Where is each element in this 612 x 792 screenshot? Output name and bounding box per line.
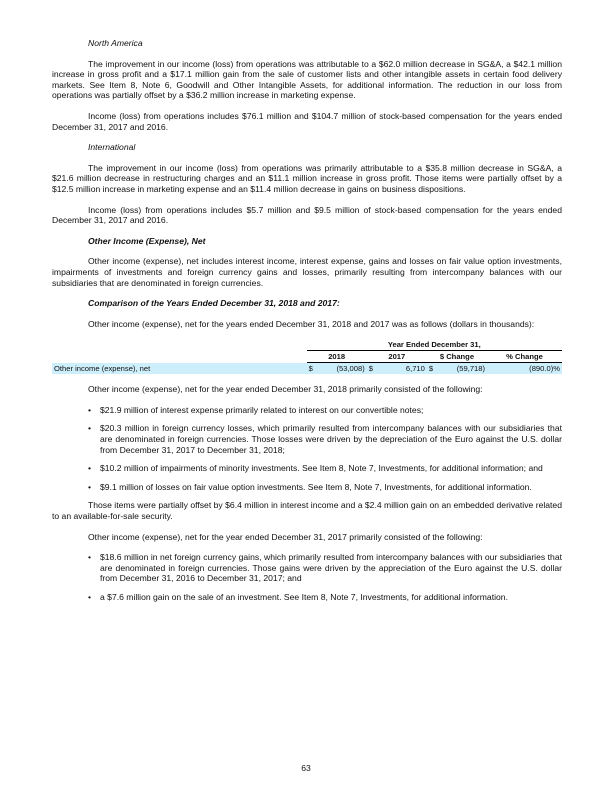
- value-change: (59,718): [435, 363, 487, 375]
- currency-symbol: $: [368, 364, 373, 374]
- table-col-2018: 2018: [307, 351, 367, 363]
- list-item: • $20.3 million in foreign currency losses, which primarily resulted from intercompany balances with our subsidiaries that are denominated in foreign currencies. Those losses were driven by the depreciation of the Euro against the U.S. dollar from December 31, 2017 to December 31, 2018;: [88, 423, 562, 455]
- paragraph-2018-intro: Other income (expense), net for the year ended December 31, 2018 primarily consisted of the following:: [88, 384, 483, 395]
- table-col-change: $ Change: [427, 351, 487, 363]
- bullet-icon: •: [88, 423, 92, 434]
- bullet-icon: •: [88, 552, 92, 563]
- table-row: [52, 363, 562, 375]
- list-item: • $9.1 million of losses on fair value option investments. See Item 8, Note 7, Investments, for additional information.: [88, 481, 532, 492]
- bullet-icon: •: [88, 481, 92, 492]
- heading-other-income: Other Income (Expense), Net: [88, 235, 206, 246]
- paragraph-other-income-definition: Other income (expense), net includes interest income, interest expense, gains and losses on fair value option investments, impairments of investments and foreign currency gains and losses, primarily resulting from intercompany balances with our subsidiaries that are denominated in foreign currencies.: [52, 256, 562, 288]
- table-col-pct: % Change: [487, 351, 562, 363]
- paragraph-2017-intro: Other income (expense), net for the year ended December 31, 2017 primarily consisted of the following:: [88, 531, 483, 542]
- paragraph-intl-stock-comp: Income (loss) from operations includes $5.7 million and $9.5 million of stock-based compensation for the years ended December 31, 2017 and 2016.: [52, 204, 562, 226]
- value-2018: (53,008): [315, 363, 367, 375]
- value-pct-change: (890.0)%: [487, 363, 562, 375]
- table-group-header: Year Ended December 31,: [307, 339, 562, 351]
- document-body: [52, 38, 562, 611]
- bullet-list-2017: [52, 552, 562, 602]
- other-income-table: [52, 339, 562, 374]
- heading-north-america: North America: [88, 38, 143, 48]
- paragraph-offset: Those items were partially offset by $6.4 million in interest income and a $2.4 million gain on an embedded derivative related to an available-for-sale security.: [52, 500, 562, 522]
- row-label: Other income (expense), net: [52, 363, 307, 375]
- currency-symbol: $: [308, 364, 313, 374]
- bullet-list-2018: [52, 405, 562, 493]
- list-item: • a $7.6 million gain on the sale of an investment. See Item 8, Note 7, Investments, for additional information.: [88, 592, 508, 602]
- page-number: 63: [301, 763, 311, 773]
- paragraph-comparison-intro: Other income (expense), net for the years ended December 31, 2018 and 2017 was as follows (dollars in thousands):: [88, 318, 535, 329]
- table-col-2017: 2017: [367, 351, 427, 363]
- paragraph-na-income: The improvement in our income (loss) from operations was attributable to a $62.0 million decrease in SG&A, a $42.1 million increase in gross profit and a $17.1 million gain from the sale of customer lists and other intangible assets in certain food delivery markets. See Item 8, Note 6, Goodwill and Other Intangible Assets, for additional information. The reduction in our loss from operations was partially offset by a $36.2 million increase in marketing expense.: [52, 58, 562, 101]
- bullet-icon: •: [88, 592, 92, 602]
- currency-symbol: $: [428, 364, 434, 374]
- list-item: • $18.6 million in net foreign currency gains, which primarily resulted from intercompany balances with our subsidiaries that are denominated in foreign currencies. Those gains were driven by the appreciation of the Euro against the U.S. dollar from December 31, 2016 to December 31, 2017; and: [88, 552, 562, 584]
- bullet-icon: •: [88, 404, 92, 415]
- list-item: • $10.2 million of impairments of minority investments. See Item 8, Note 7, Investments, for additional information; and: [88, 463, 543, 474]
- value-2017: 6,710: [375, 363, 427, 375]
- heading-comparison: Comparison of the Years Ended December 31, 2018 and 2017:: [88, 298, 340, 309]
- list-item: • $21.9 million of interest expense primarily related to interest on our convertible notes;: [88, 404, 424, 415]
- bullet-icon: •: [88, 463, 92, 474]
- heading-international: International: [88, 142, 136, 153]
- paragraph-na-stock-comp: Income (loss) from operations includes $76.1 million and $104.7 million of stock-based compensation for the years ended December 31, 2017 and 2016.: [52, 110, 562, 132]
- paragraph-intl-income: The improvement in our income (loss) from operations was primarily attributable to a $35.8 million decrease in SG&A, a $21.6 million decrease in restructuring charges and an $11.1 million increase in gross profit. Those items were partially offset by a $12.5 million increase in marketing expense and an $11.4 million decrease in gains on business dispositions.: [52, 162, 562, 194]
